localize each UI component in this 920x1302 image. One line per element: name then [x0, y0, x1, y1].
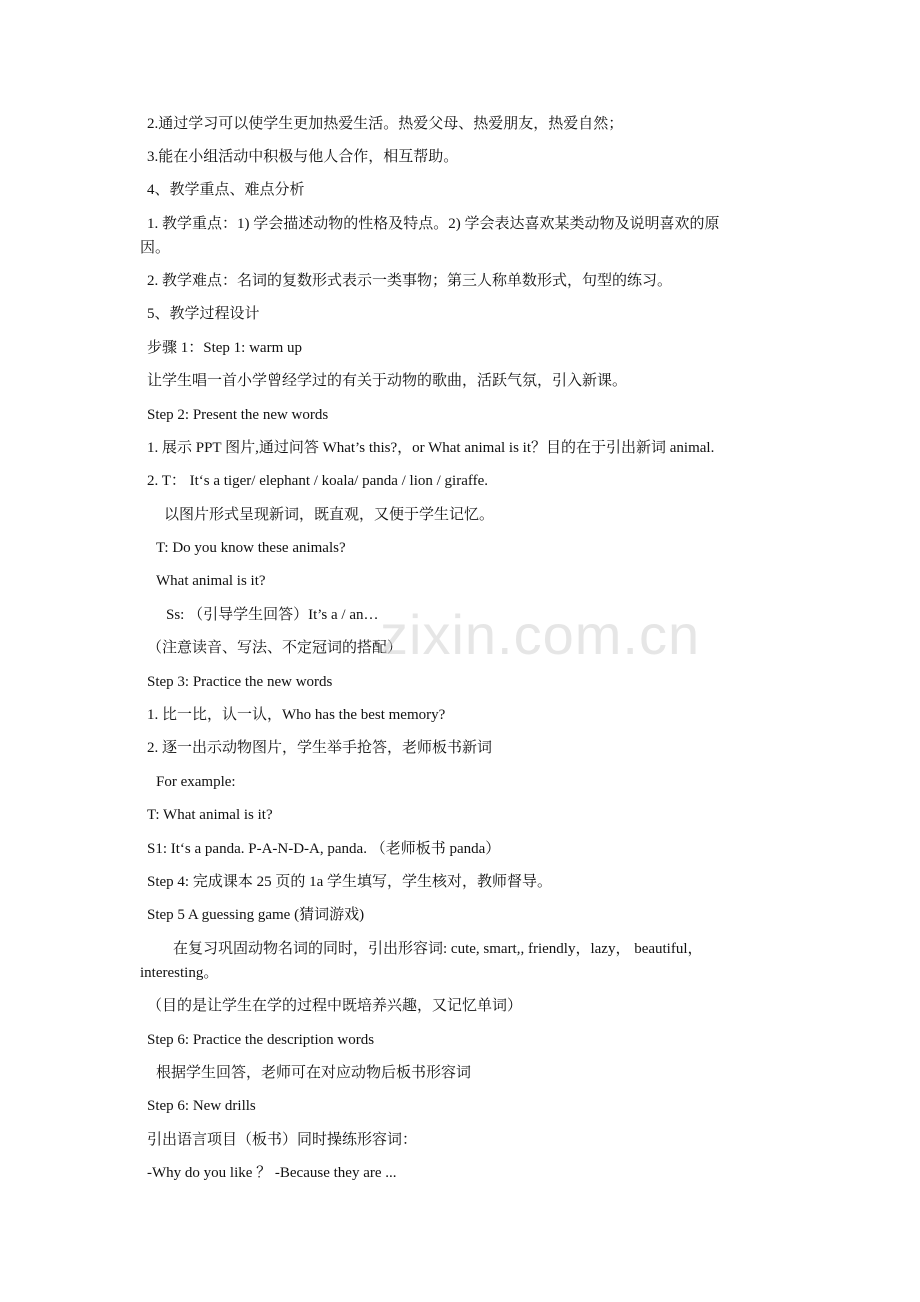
section-heading: 4、教学重点、难点分析	[147, 182, 305, 198]
text-line: 2.通过学习可以使学生更加热爱生活。热爱父母、热爱朋友，热爱自然；	[147, 116, 624, 132]
text-line: 因。	[140, 240, 171, 256]
text-line: S1: It‘s a panda. P-A-N-D-A, panda. （老师板书 panda）	[147, 841, 501, 857]
section-heading: 5、教学过程设计	[147, 306, 260, 322]
text-line: 2. T： It‘s a tiger/ elephant / koala/ panda / lion / giraffe.	[147, 473, 489, 489]
text-line: 根据学生回答，老师可在对应动物后板书形容词	[156, 1065, 472, 1081]
step-heading: Step 3: Practice the new words	[147, 674, 333, 690]
text-line: 引出语言项目（板书）同时操练形容词：	[147, 1132, 418, 1148]
text-line: 2. 逐一出示动物图片，学生举手抢答，老师板书新词	[147, 740, 493, 756]
text-line: Ss: （引导学生回答）It’s a / an…	[166, 607, 379, 623]
step-heading: Step 6: New drills	[147, 1098, 256, 1114]
text-line: （注意读音、写法、不定冠词的搭配）	[147, 640, 403, 656]
text-line: -Why do you like ？ -Because they are ...	[147, 1165, 397, 1181]
text-line: T: What animal is it?	[147, 807, 273, 823]
text-line: What animal is it?	[156, 573, 266, 589]
step-heading: Step 4: 完成课本 25 页的 1a 学生填写，学生核对，教师督导。	[147, 874, 552, 890]
text-line: interesting。	[140, 965, 219, 981]
text-line: T: Do you know these animals?	[156, 540, 346, 556]
text-line: 以图片形式呈现新词，既直观，又便于学生记忆。	[164, 507, 495, 523]
text-line: 1. 教学重点：1) 学会描述动物的性格及特点。2) 学会表达喜欢某类动物及说明喜欢的原	[147, 216, 720, 232]
text-line: 1. 比一比，认一认，Who has the best memory?	[147, 707, 446, 723]
text-line: 在复习巩固动物名词的同时，引出形容词: cute, smart,, friendly，lazy， beautiful，	[173, 941, 703, 957]
watermark: zixin.com.cn	[380, 603, 701, 666]
text-line: For example:	[156, 774, 236, 790]
step-heading: Step 6: Practice the description words	[147, 1032, 375, 1048]
text-line: 3.能在小组活动中积极与他人合作，相互帮助。	[147, 149, 459, 165]
text-line: 1. 展示 PPT 图片,通过问答 What’s this?，or What animal is it？目的在于引出新词 animal.	[147, 440, 715, 456]
step-heading: 步骤 1：Step 1: warm up	[147, 340, 302, 356]
step-heading: Step 5 A guessing game (猜词游戏)	[147, 907, 365, 923]
text-line: 让学生唱一首小学曾经学过的有关于动物的歌曲，活跃气氛，引入新课。	[147, 373, 628, 389]
step-heading: Step 2: Present the new words	[147, 407, 329, 423]
text-line: 2. 教学难点：名词的复数形式表示一类事物；第三人称单数形式，句型的练习。	[147, 273, 673, 289]
text-line: （目的是让学生在学的过程中既培养兴趣，又记忆单词）	[147, 998, 523, 1014]
